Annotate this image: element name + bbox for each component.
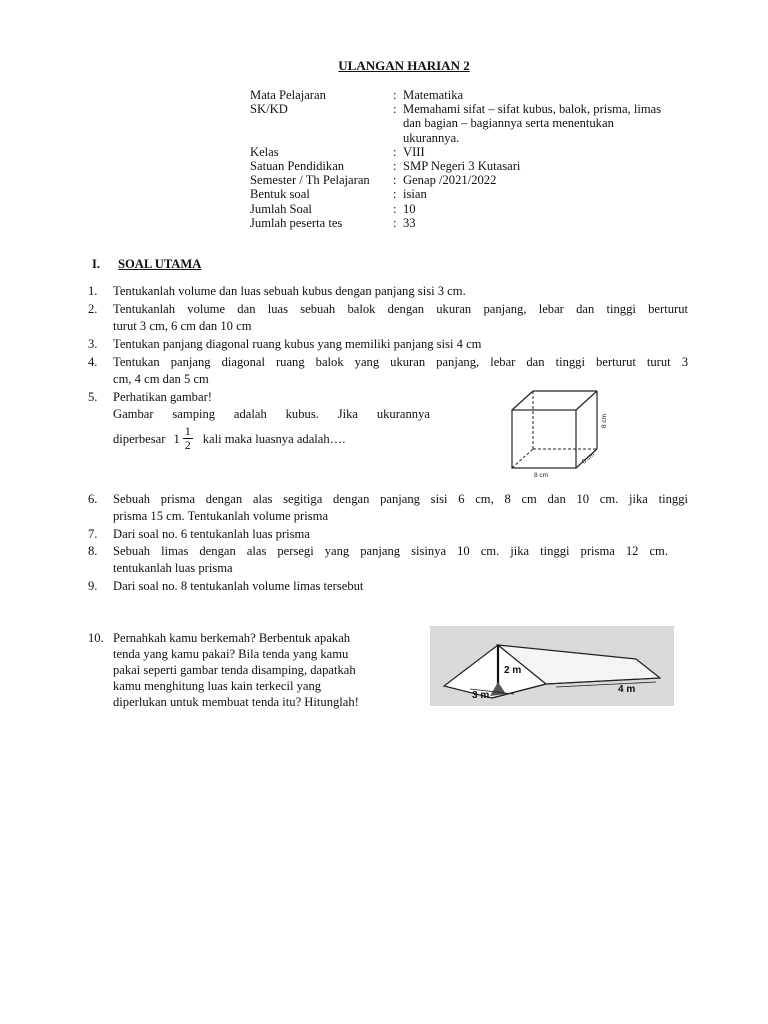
info-value: isian bbox=[403, 187, 427, 202]
info-row-participants bbox=[250, 216, 690, 230]
question-line: Pernahkah kamu berkemah? Berbentuk apakah bbox=[113, 631, 351, 645]
question-number: 1. bbox=[88, 284, 98, 298]
question-text: Tentukan panjang diagonal ruang kubus yang memiliki panjang sisi 4 cm bbox=[113, 337, 482, 351]
question-text: Sebuah limas dengan alas persegi yang panjang sisinya 10 cm. jika tinggi prisma 12 cm. bbox=[113, 544, 668, 558]
info-separator: : bbox=[393, 102, 397, 117]
info-key: Bentuk soal bbox=[250, 187, 310, 202]
question-text: kali maka luasnya adalah…. bbox=[202, 431, 346, 446]
question-line: tenda yang kamu pakai? Bila tenda yang kamu bbox=[113, 647, 349, 661]
question-text: Tentukanlah volume dan luas sebuah kubus dengan panjang sisi 3 cm. bbox=[113, 284, 466, 298]
fraction-whole: 1 bbox=[173, 431, 180, 446]
fraction bbox=[183, 425, 193, 452]
info-key: Satuan Pendidikan bbox=[250, 159, 345, 174]
tent-label-length: 4 m bbox=[618, 684, 636, 695]
page-title: ULANGAN HARIAN 2 bbox=[338, 58, 470, 73]
fraction-denominator: 2 bbox=[184, 438, 191, 452]
question-line: kamu menghitung luas kain terkecil yang bbox=[113, 679, 322, 693]
info-separator: : bbox=[393, 88, 397, 102]
info-key: Jumlah peserta tes bbox=[250, 215, 343, 230]
info-separator: : bbox=[393, 187, 397, 202]
info-value: Memahami sifat – sifat kubus, balok, prisma, limas dan bagian – bagiannya serta menentukan ukurannya. bbox=[403, 102, 662, 145]
question-text: prisma 15 cm. Tentukanlah volume prisma bbox=[113, 509, 329, 523]
info-key: Kelas bbox=[250, 144, 279, 159]
question-number: 8. bbox=[88, 544, 98, 558]
question-number: 10. bbox=[88, 631, 104, 645]
question-number: 2. bbox=[88, 302, 98, 316]
question-text bbox=[113, 630, 418, 710]
info-separator: : bbox=[393, 215, 397, 230]
info-row-count bbox=[250, 202, 690, 216]
info-value: SMP Negeri 3 Kutasari bbox=[403, 159, 521, 174]
info-value: VIII bbox=[403, 144, 425, 159]
tent-figure bbox=[430, 626, 674, 706]
fraction-numerator: 1 bbox=[184, 424, 191, 438]
info-value: Genap /2021/2022 bbox=[403, 173, 497, 188]
info-key: Semester / Th Pelajaran bbox=[250, 173, 370, 188]
question-text: Tentukan panjang diagonal ruang balok yang ukuran panjang, lebar dan tinggi berturut turut 3 bbox=[113, 355, 688, 369]
tent-label-base: 3 m bbox=[472, 690, 490, 701]
question-line: diperlukan untuk membuat tenda itu? Hitunglah! bbox=[113, 695, 359, 709]
info-row-form bbox=[250, 187, 690, 201]
info-key: SK/KD bbox=[250, 102, 288, 117]
tent-label-height: 2 m bbox=[504, 665, 522, 676]
cube-label-side: 8 cm bbox=[601, 413, 608, 428]
section-label: SOAL UTAMA bbox=[118, 257, 202, 271]
info-value: 10 bbox=[403, 201, 416, 216]
section-number: I. bbox=[92, 257, 101, 271]
info-key: Jumlah Soal bbox=[250, 201, 312, 216]
cube-label-bottom: 8 cm bbox=[534, 472, 549, 478]
question-text: Dari soal no. 8 tentukanlah volume limas tersebut bbox=[113, 579, 364, 593]
info-row-class bbox=[250, 145, 690, 159]
question-text: Dari soal no. 6 tentukanlah luas prisma bbox=[113, 527, 310, 541]
info-separator: : bbox=[393, 173, 397, 188]
question-5-fraction-line bbox=[113, 425, 345, 452]
info-key: Mata Pelajaran bbox=[250, 88, 326, 102]
cube-figure bbox=[500, 386, 610, 478]
question-line: pakai seperti gambar tenda disamping, dapatkah bbox=[113, 663, 356, 677]
question-number: 5. bbox=[88, 390, 98, 404]
info-separator: : bbox=[393, 201, 397, 216]
question-text: Gambar samping adalah kubus. Jika ukurannya bbox=[113, 407, 430, 421]
info-row-school bbox=[250, 159, 690, 173]
question-number: 9. bbox=[88, 579, 98, 593]
question-text: Tentukanlah volume dan luas sebuah balok dengan ukuran panjang, lebar dan tinggi berturut bbox=[113, 302, 688, 316]
question-text: diperbesar bbox=[113, 431, 166, 446]
question-text: Perhatikan gambar! bbox=[113, 390, 212, 404]
question-text: tentukanlah luas prisma bbox=[113, 561, 233, 575]
section-heading bbox=[92, 256, 201, 272]
question-number: 4. bbox=[88, 355, 98, 369]
info-value: 33 bbox=[403, 215, 416, 230]
question-number: 3. bbox=[88, 337, 98, 351]
exam-info bbox=[250, 88, 690, 230]
info-value: Matematika bbox=[403, 88, 464, 102]
info-row-semester bbox=[250, 173, 690, 187]
question-text: Sebuah prisma dengan alas segitiga dengan panjang sisi 6 cm, 8 cm dan 10 cm. jika tinggi bbox=[113, 492, 688, 506]
question-number: 7. bbox=[88, 527, 98, 541]
question-text: cm, 4 cm dan 5 cm bbox=[113, 372, 209, 386]
question-text: turut 3 cm, 6 cm dan 10 cm bbox=[113, 319, 252, 333]
cube-label-depth: 8 cm bbox=[580, 451, 597, 466]
info-separator: : bbox=[393, 159, 397, 174]
question-number: 6. bbox=[88, 492, 98, 506]
info-row-skkd bbox=[250, 102, 690, 145]
info-row-subject bbox=[250, 88, 690, 102]
info-separator: : bbox=[393, 144, 397, 159]
